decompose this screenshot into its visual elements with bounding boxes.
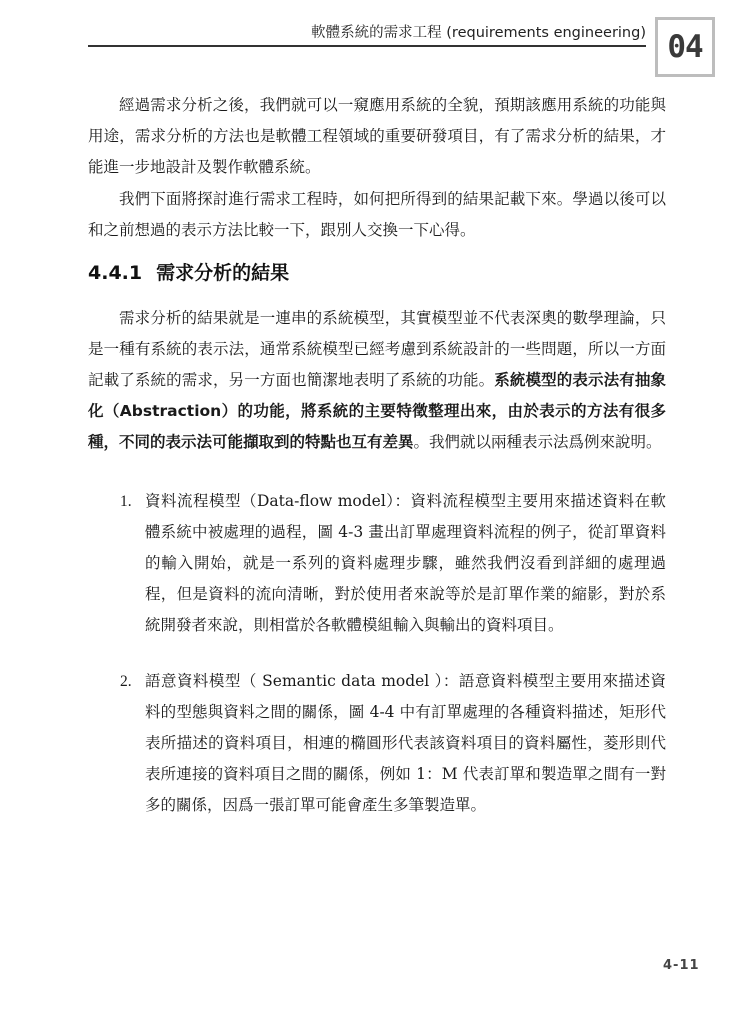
list-item [120, 666, 666, 821]
chapter-tab [655, 17, 715, 77]
section-paragraph-part2: 。我們就以兩種表示法爲例來說明。 [413, 433, 662, 451]
running-header-title: 軟體系統的需求工程 (requirements engineering) [311, 25, 646, 41]
page-number: 4-11 [663, 958, 700, 973]
list-item-marker: 2. [120, 673, 132, 690]
section-title: 需求分析的結果 [156, 262, 290, 284]
section-paragraph-bold: 系統模型的表示法有抽象化（Abstraction）的功能，將系統的主要特徵整理出來，由於表示的方法有很多種，不同的表示法可能擷取到的特點也互有差異 [88, 371, 666, 451]
list-item [120, 486, 666, 641]
section-paragraph [88, 303, 666, 458]
list-item-text: 語意資料模型（ Semantic data model ）：語意資料模型主要用來描述資料的型態與資料之間的關係，圖 4-4 中有訂單處理的各種資料描述，矩形代表所描述的資料項目，相連的橢圓形代表該資料項目的資料屬性，菱形則代表所連接的資料項目之間的關係，例如 1：M 代表訂單和製造單之間有一對多的關係，因爲一張訂單可能會產生多筆製造單。 [145, 672, 666, 814]
chapter-number: 04 [667, 29, 703, 65]
section-number: 4.4.1 [88, 262, 143, 284]
page-header [0, 0, 750, 80]
section-heading [88, 258, 289, 285]
list-item-text: 資料流程模型（Data-flow model）：資料流程模型主要用來描述資料在軟體系統中被處理的過程，圖 4-3 畫出訂單處理資料流程的例子，從訂單資料的輸入開始，就是一系列的資料處理步驟，雖然我們沒看到詳細的處理過程，但是資料的流向清晰，對於使用者來說等於是訂單作業的縮影，對於系統開發者來說，則相當於各軟體模組輸入與輸出的資料項目。 [145, 492, 666, 634]
header-rule [88, 45, 646, 47]
intro-paragraph-2: 我們下面將探討進行需求工程時，如何把所得到的結果記載下來。學過以後可以和之前想過的表示方法比較一下，跟別人交換一下心得。 [88, 190, 666, 239]
intro-paragraph-1: 經過需求分析之後，我們就可以一窺應用系統的全貌，預期該應用系統的功能與用途，需求分析的方法也是軟體工程領域的重要研發項目，有了需求分析的結果，才能進一步地設計及製作軟體系統。 [88, 96, 666, 176]
list-item-marker: 1. [120, 493, 132, 510]
section-paragraph-part1: 需求分析的結果就是一連串的系統模型，其實模型並不代表深奧的數學理論，只是一種有系統的表示法，通常系統模型已經考慮到系統設計的一些問題，所以一方面記載了系統的需求，另一方面也簡潔地表明了系統的功能。 [88, 309, 666, 389]
